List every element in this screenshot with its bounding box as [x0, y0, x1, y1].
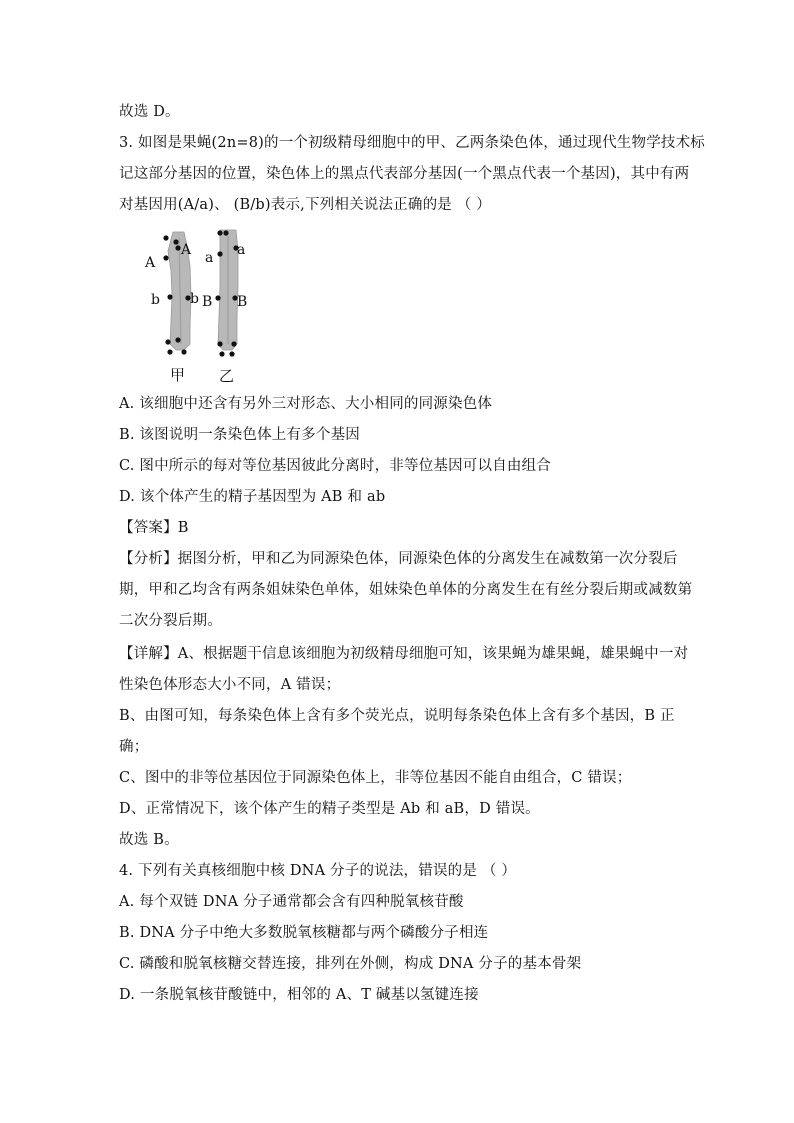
- q4-option-b: B. DNA 分子中绝大多数脱氧核糖都与两个磷酸分子相连: [119, 925, 489, 941]
- gene-dot: [175, 337, 180, 342]
- chromosome-diagram: [140, 226, 280, 386]
- answer-line: 【答案】B: [119, 520, 189, 536]
- gene-dot: [181, 349, 186, 354]
- gene-dot: [217, 341, 222, 346]
- option-d: D. 该个体产生的精子基因型为 AB 和 ab: [119, 489, 386, 505]
- gene-dot: [217, 230, 222, 235]
- gene-label: a: [205, 250, 214, 266]
- gene-label: b: [190, 291, 199, 307]
- figure-caption-jia: 甲: [170, 366, 186, 384]
- gene-dot: [163, 255, 168, 260]
- gene-dot: [231, 341, 236, 346]
- detail-line-2: 性染色体形态大小不同，A 错误；: [119, 677, 341, 693]
- detail-line-6: D、正常情况下，该个体产生的精子类型是 Ab 和 aB，D 错误。: [119, 801, 540, 817]
- gene-dot: [173, 239, 178, 244]
- detail-line-1: 【详解】A、根据题干信息该细胞为初级精母细胞可知，该果蝇为雄果蝇，雄果蝇中一对: [119, 646, 689, 662]
- gene-dot: [219, 351, 224, 356]
- detail-line-3: B、由图可知，每条染色体上含有多个荧光点，说明每条染色体上含有多个基因，B 正: [119, 708, 675, 724]
- gene-dot: [167, 294, 172, 299]
- gene-dot: [165, 339, 170, 344]
- analysis-line-2: 期，甲和乙均含有两条姐妹染色单体，姐妹染色单体的分离发生在有丝分裂后期或减数第: [119, 582, 693, 598]
- conclusion-line: 故选 B。: [119, 832, 179, 848]
- gene-dot: [215, 295, 220, 300]
- gene-dot: [163, 235, 168, 240]
- option-b: B. 该图说明一条染色体上有多个基因: [119, 427, 360, 443]
- gene-dot: [229, 351, 234, 356]
- gene-label: A: [145, 255, 156, 271]
- gene-dot: [217, 251, 222, 256]
- gene-label: B: [237, 294, 248, 310]
- detail-line-4: 确；: [119, 739, 149, 755]
- gene-label: A: [181, 242, 192, 258]
- gene-dot: [175, 245, 180, 250]
- question-3-stem-line-1: 3. 如图是果蝇(2n=8)的一个初级精母细胞中的甲、乙两条染色体，通过现代生物学技术标: [119, 135, 705, 151]
- gene-dot: [167, 349, 172, 354]
- option-c: C. 图中所示的每对等位基因彼此分离时，非等位基因可以自由组合: [119, 458, 551, 474]
- text-line: 故选 D。: [119, 104, 180, 120]
- detail-line-5: C、图中的非等位基因位于同源染色体上，非等位基因不能自由组合，C 错误；: [119, 770, 632, 786]
- question-3-stem-line-3: 对基因用(A/a)、 (B/b)表示,下列相关说法正确的是 （ ）: [119, 197, 491, 213]
- q4-option-a: A. 每个双链 DNA 分子通常都会含有四种脱氧核苷酸: [119, 894, 464, 910]
- gene-label: a: [237, 242, 246, 258]
- figure-caption-yi: 乙: [219, 367, 235, 385]
- question-4-stem: 4. 下列有关真核细胞中核 DNA 分子的说法，错误的是 （ ）: [119, 863, 517, 879]
- chromosome-figure: [140, 226, 280, 386]
- gene-dot: [223, 230, 228, 235]
- analysis-line-3: 二次分裂后期。: [119, 613, 222, 629]
- q4-option-c: C. 磷酸和脱氧核糖交替连接，排列在外侧，构成 DNA 分子的基本骨架: [119, 956, 582, 972]
- option-a: A. 该细胞中还含有另外三对形态、大小相同的同源染色体: [119, 396, 493, 412]
- question-3-stem-line-2: 记这部分基因的位置，染色体上的黑点代表部分基因(一个黑点代表一个基因)，其中有两: [119, 166, 690, 182]
- gene-label: B: [202, 294, 213, 310]
- analysis-line-1: 【分析】据图分析，甲和乙为同源染色体，同源染色体的分离发生在减数第一次分裂后: [119, 551, 678, 567]
- q4-option-d: D. 一条脱氧核苷酸链中，相邻的 A、T 碱基以氢键连接: [119, 987, 479, 1003]
- gene-label: b: [151, 292, 160, 308]
